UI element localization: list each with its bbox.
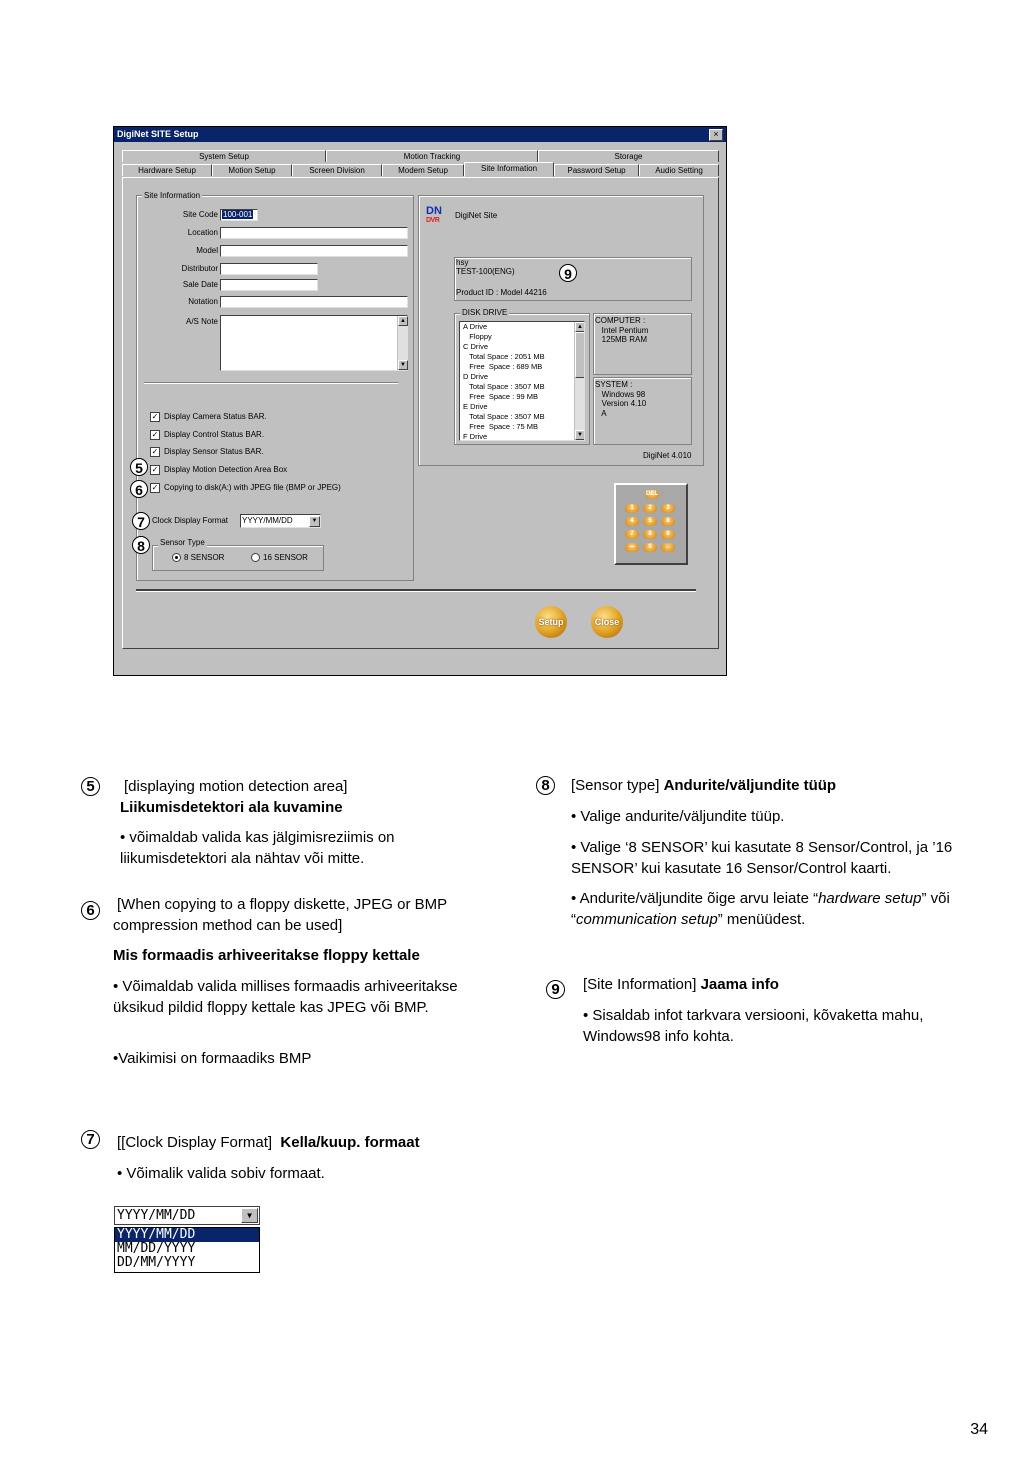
checkbox-icon: ✓: [151, 430, 159, 439]
dropdown-current-value: YYYY/MM/DD: [117, 1208, 196, 1223]
clock-format-value: YYYY/MM/DD: [242, 516, 293, 525]
section-6-subtitle: Mis formaadis arhiveeritakse floppy kettale: [113, 947, 420, 964]
disk-drive-lines: [461, 322, 584, 441]
callout-9: 9: [559, 264, 577, 282]
checkbox-icon: ✓: [151, 465, 159, 474]
dropdown-options: [114, 1227, 260, 1273]
section-9-title: [583, 974, 983, 995]
checkbox-label: Display Sensor Status BAR.: [164, 447, 264, 457]
dvr-logo: [426, 206, 448, 226]
scroll-up-icon[interactable]: ▲: [398, 316, 408, 326]
tab-storage[interactable]: Storage: [538, 150, 719, 162]
callout-7: 7: [132, 512, 150, 530]
disk-drive-line: C Drive: [463, 342, 489, 351]
logo-top-text: DN: [426, 205, 442, 217]
disk-list-scrollbar[interactable]: [574, 322, 584, 440]
key-minus[interactable]: —: [625, 543, 639, 552]
section-7-title-text: [[Clock Display Format]: [117, 1134, 273, 1151]
key-2[interactable]: 2: [643, 504, 657, 513]
keypad: [614, 483, 688, 565]
section-9-title-bold: Jaama info: [700, 976, 779, 993]
disk-drive-line: F Drive: [463, 432, 488, 441]
site-code-value: 100-001: [223, 210, 253, 219]
callout-6: 6: [130, 480, 148, 498]
radio-selected-icon: [172, 553, 181, 562]
section-9-body: • Sisaldab infot tarkvara versiooni, kõvaketta mahu, Windows98 info kohta.: [583, 1007, 924, 1045]
computer-info-line: COMPUTER :: [595, 316, 646, 325]
section-5-body: • võimaldab valida kas jälgimisreziimis on liikumisdetektori ala nähtav või mitte.: [120, 829, 395, 867]
dropdown-option[interactable]: DD/MM/YYYY: [117, 1255, 196, 1270]
disk-drive-line: Free Space : 75 MB: [463, 422, 539, 431]
disk-drive-line: Total Space : 3507 MB: [463, 412, 545, 421]
radio-16-sensor[interactable]: [251, 553, 308, 563]
tab-system-setup[interactable]: System Setup: [122, 150, 326, 162]
system-info-line: A: [595, 408, 607, 418]
disk-drive-line: D Drive: [463, 372, 489, 381]
tab-hardware-setup[interactable]: Hardware Setup: [122, 164, 212, 176]
key-8[interactable]: 8: [643, 530, 657, 539]
info-line-2: TEST-100(ENG): [456, 267, 515, 276]
radio-icon: [251, 553, 260, 562]
callout-5: 5: [130, 458, 148, 476]
checkbox-camera-status-bar[interactable]: [150, 412, 267, 422]
section-5-number: 5: [81, 777, 100, 796]
logo-bottom-text: DVR: [426, 217, 440, 224]
disk-drive-line: E Drive: [463, 402, 488, 411]
distributor-label: Distributor: [181, 264, 218, 273]
model-label: Model: [196, 246, 218, 255]
callout-8: 8: [132, 536, 150, 554]
section-7-body: • Võimalik valida sobiv formaat.: [117, 1165, 325, 1182]
chevron-down-icon[interactable]: ▼: [241, 1208, 258, 1223]
window-title: DigiNet SITE Setup: [114, 127, 726, 142]
key-back[interactable]: ←: [661, 543, 675, 552]
key-7[interactable]: 7: [625, 530, 639, 539]
tab-audio-setting[interactable]: Audio Setting: [639, 164, 719, 176]
page-number: 34: [970, 1421, 988, 1438]
disk-drive-label: DISK DRIVE: [462, 308, 508, 317]
section-6-body-2: •Vaikimisi on formaadiks BMP: [113, 1050, 312, 1067]
key-del[interactable]: DEL: [646, 491, 658, 497]
section-9-title-text: [Site Information]: [583, 976, 697, 993]
body3-part-e: ” menüüdest.: [717, 911, 806, 928]
section-6-title: [When copying to a floppy diskette, JPEG or BMP compression method can be used]: [113, 896, 447, 934]
as-note-label: A/S Note: [185, 317, 218, 326]
radio-8-sensor[interactable]: [172, 553, 224, 563]
location-input[interactable]: [220, 227, 408, 239]
section-9-number: 9: [546, 980, 565, 999]
computer-info-line: 125MB RAM: [595, 335, 648, 344]
section-7-number: 7: [81, 1130, 100, 1149]
diginet-setup-window: [113, 126, 727, 676]
checkbox-control-status-bar[interactable]: [150, 430, 264, 440]
checkbox-sensor-status-bar[interactable]: [150, 447, 264, 457]
section-8-body-1: • Valige andurite/väljundite tüüp.: [571, 808, 785, 825]
dropdown-current[interactable]: [114, 1206, 260, 1225]
section-5-subtitle: Liikumisdetektori ala kuvamine: [120, 799, 343, 816]
dropdown-option[interactable]: MM/DD/YYYY: [117, 1241, 196, 1256]
checkbox-icon: ✓: [151, 483, 159, 492]
disk-drive-line: Floppy: [463, 332, 492, 341]
section-8-body-2: • Valige ‘8 SENSOR’ kui kasutate 8 Sensor/Control, ja ’16 SENSOR’ kui kasutate 16 Sensor/Control kaarti.: [571, 839, 953, 877]
site-code-input[interactable]: [220, 209, 258, 221]
divider: [144, 382, 398, 384]
checkbox-label: Display Camera Status BAR.: [164, 412, 267, 422]
close-button[interactable]: Close: [591, 606, 623, 638]
section-8-title-bold: Andurite/väljundite tüüp: [663, 777, 837, 794]
notation-input[interactable]: [220, 296, 408, 308]
checkbox-label: Copying to disk(A:) with JPEG file (BMP or JPEG): [164, 483, 341, 493]
computer-info-lines: [595, 316, 648, 345]
scroll-thumb[interactable]: [575, 332, 585, 378]
site-code-label: Site Code: [182, 210, 218, 219]
clock-format-select[interactable]: [240, 514, 321, 528]
tab-motion-setup[interactable]: Motion Setup: [212, 164, 292, 176]
setup-button[interactable]: Setup: [535, 606, 567, 638]
tab-motion-tracking[interactable]: Motion Tracking: [326, 150, 538, 162]
tab-screen-division[interactable]: Screen Division: [292, 164, 382, 176]
info-line-1: hsy: [456, 258, 469, 267]
disk-drive-line: Total Space : 2051 MB: [463, 352, 545, 361]
dropdown-option[interactable]: YYYY/MM/DD: [115, 1228, 259, 1242]
sale-date-label: Sale Date: [182, 280, 218, 289]
as-note-scrollbar[interactable]: [397, 316, 407, 370]
chevron-down-icon[interactable]: ▼: [309, 516, 320, 527]
section-8-title: [571, 775, 991, 796]
checkbox-label: Display Motion Detection Area Box: [164, 465, 288, 475]
scroll-down-icon[interactable]: ▼: [398, 360, 408, 370]
section-5-title: [displaying motion detection area]: [124, 778, 348, 795]
app-name: DigiNet Site: [455, 211, 498, 220]
system-info-line: Windows 98: [595, 389, 646, 399]
close-icon[interactable]: ×: [709, 129, 723, 141]
radio-label: 16 SENSOR: [263, 553, 308, 562]
checkbox-icon: ✓: [151, 447, 159, 456]
checkbox-label: Display Control Status BAR.: [164, 430, 265, 440]
section-8-title-text: [Sensor type]: [571, 777, 660, 794]
body3-communication-setup: communication setup: [576, 911, 718, 928]
scroll-up-icon[interactable]: ▲: [575, 322, 585, 332]
info-line-3: Product ID : Model 44216: [456, 288, 547, 297]
key-1[interactable]: 1: [625, 504, 639, 513]
system-info-lines: [595, 380, 646, 418]
model-input[interactable]: [220, 245, 408, 257]
key-9[interactable]: 9: [661, 530, 675, 539]
key-5[interactable]: 5: [643, 517, 657, 526]
body3-part-c: ” või “: [571, 890, 950, 928]
sale-date-input[interactable]: [220, 279, 318, 291]
version-label: DigiNet 4.010: [643, 451, 692, 460]
sensor-type-label: Sensor Type: [160, 538, 205, 547]
key-4[interactable]: 4: [625, 517, 639, 526]
tab-site-information[interactable]: Site Information: [464, 162, 554, 177]
scroll-down-icon[interactable]: ▼: [575, 430, 585, 440]
clock-format-dropdown-sample: [114, 1206, 260, 1273]
disk-drive-line: A Drive: [463, 322, 488, 331]
key-6[interactable]: 6: [661, 517, 675, 526]
body3-part-a: • Andurite/väljundite õige arvu leiate “: [571, 890, 819, 907]
section-7-title-bold: Kella/kuup. formaat: [280, 1134, 420, 1151]
key-0[interactable]: 0: [643, 543, 657, 552]
checkbox-copy-jpeg[interactable]: [150, 483, 341, 493]
disk-drive-line: Total Space : 3507 MB: [463, 382, 545, 391]
section-8-body-3: [571, 888, 991, 930]
disk-drive-list[interactable]: [459, 321, 585, 441]
radio-label: 8 SENSOR: [184, 553, 225, 562]
system-info-line: Version 4.10: [595, 399, 647, 408]
disk-drive-line: Free Space : 99 MB: [463, 392, 539, 401]
checkbox-motion-detection-area[interactable]: [150, 465, 287, 475]
distributor-input[interactable]: [220, 263, 318, 275]
bottom-divider: [136, 589, 696, 592]
key-3[interactable]: 3: [661, 504, 675, 513]
computer-info-line: Intel Pentium: [595, 325, 649, 335]
section-8-number: 8: [536, 776, 555, 795]
location-label: Location: [187, 228, 218, 237]
tab-password-setup[interactable]: Password Setup: [554, 164, 639, 176]
checkbox-icon: ✓: [151, 412, 159, 421]
section-6-body-1: • Võimaldab valida millises formaadis arhiveeritakse üksikud pildid floppy kettale kas JPEG või BMP.: [113, 978, 458, 1016]
notation-label: Notation: [188, 297, 218, 306]
disk-drive-line: Free Space : 689 MB: [463, 362, 543, 371]
site-information-group-label: Site Information: [144, 191, 201, 200]
system-info-line: SYSTEM :: [595, 380, 633, 389]
section-7-title: [117, 1132, 497, 1153]
section-6-number: 6: [81, 901, 100, 920]
tab-modem-setup[interactable]: Modem Setup: [382, 164, 464, 176]
as-note-textarea[interactable]: [220, 315, 408, 371]
clock-format-label: Clock Display Format: [152, 516, 229, 525]
body3-hardware-setup: hardware setup: [818, 890, 922, 907]
